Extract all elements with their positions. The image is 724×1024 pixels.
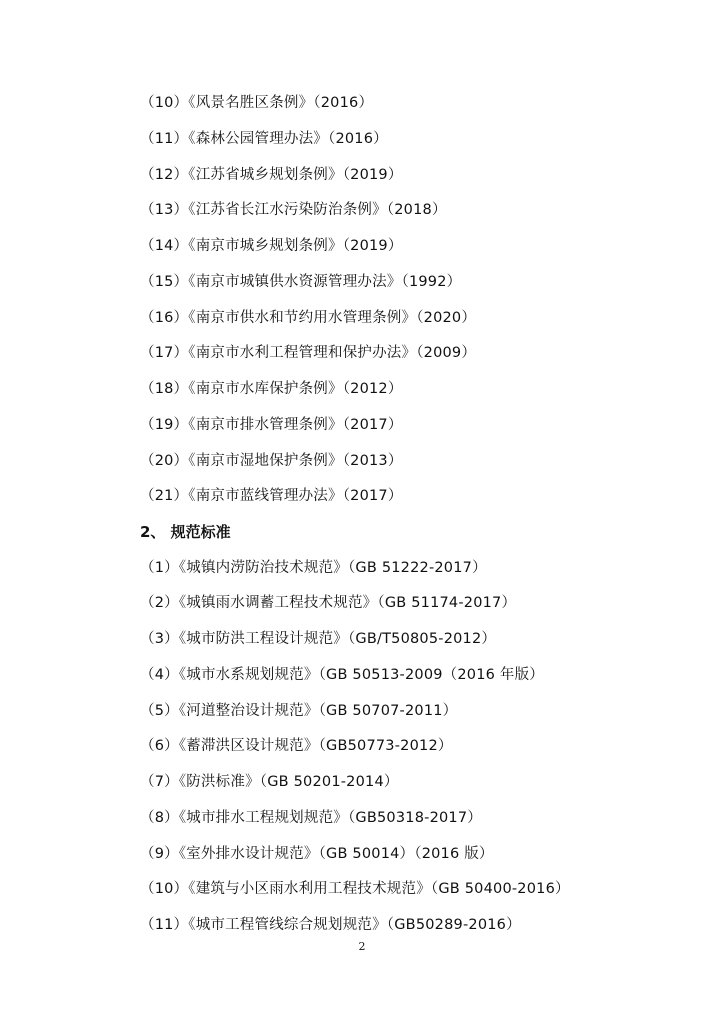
list-item: （9）《室外排水设计规范》（GB 50014）（2016 版） (140, 846, 494, 862)
list-item: （8）《城市排水工程规划规范》（GB50318-2017） (140, 810, 482, 826)
list-item: （4）《城市水系规划规范》（GB 50513-2009（2016 年版） (140, 667, 544, 683)
list-item: （21）《南京市蓝线管理办法》（2017） (140, 488, 403, 504)
list-item: （1）《城镇内涝防治技术规范》（GB 51222-2017） (140, 560, 487, 576)
list-item: （14）《南京市城乡规划条例》（2019） (140, 238, 403, 254)
list-item: （17）《南京市水利工程管理和保护办法》（2009） (140, 345, 477, 361)
list-item: （16）《南京市供水和节约用水管理条例》（2020） (140, 310, 477, 326)
list-item: （5）《河道整治设计规范》（GB 50707-2011） (140, 703, 458, 719)
list-item: （7）《防洪标准》（GB 50201-2014） (140, 774, 399, 790)
list-item: （2）《城镇雨水调蓄工程技术规范》（GB 51174-2017） (140, 595, 517, 611)
list-item: （19）《南京市排水管理条例》（2017） (140, 417, 403, 433)
list-item: （11）《森林公园管理办法》（2016） (140, 131, 388, 147)
list-item: （12）《江苏省城乡规划条例》（2019） (140, 167, 403, 183)
list-item: （6）《蓄滞洪区设计规范》（GB50773-2012） (140, 738, 453, 754)
list-item: （20）《南京市湿地保护条例》（2013） (140, 453, 403, 469)
list-item: （13）《江苏省长江水污染防治条例》（2018） (140, 202, 447, 218)
list-item: （15）《南京市城镇供水资源管理办法》（1992） (140, 274, 462, 290)
list-item: （3）《城市防洪工程设计规范》（GB/T50805-2012） (140, 631, 497, 647)
page-number: 2 (358, 940, 366, 953)
list-item: （18）《南京市水库保护条例》（2012） (140, 381, 403, 397)
list-item: （10）《风景名胜区条例》（2016） (140, 95, 374, 111)
section-heading: 2、 规范标准 (140, 523, 231, 541)
list-item: （10）《建筑与小区雨水利用工程技术规范》（GB 50400-2016） (140, 881, 570, 897)
list-item: （11）《城市工程管线综合规划规范》（GB50289-2016） (140, 917, 521, 933)
